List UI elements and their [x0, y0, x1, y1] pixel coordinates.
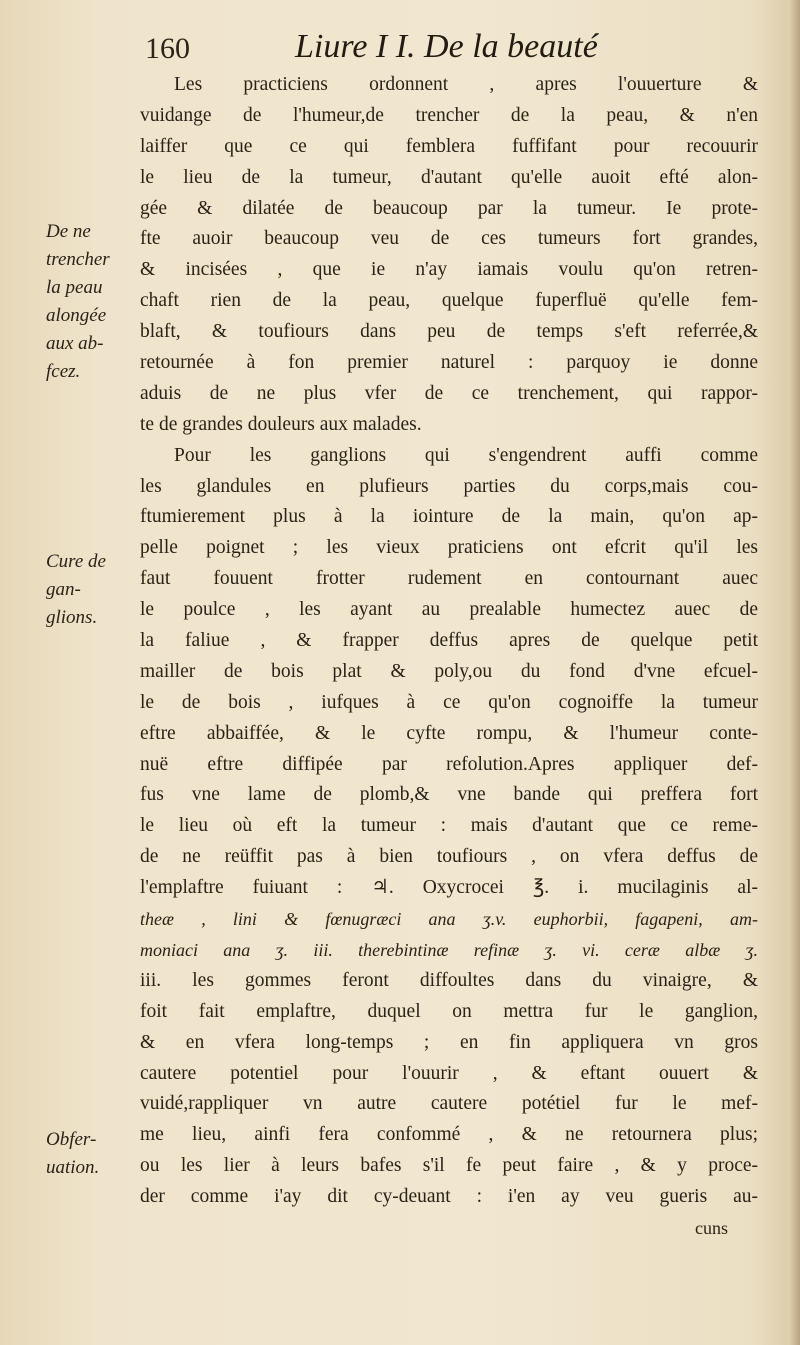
text-line: iii. les gommes feront diffoultes dans du vinaigre, &	[140, 969, 758, 991]
margin-note-line: glions.	[46, 607, 98, 628]
margin-note-line: Cure de	[46, 551, 106, 572]
running-title: Liure I I. De la beauté	[295, 28, 598, 65]
page-number: 160	[145, 32, 190, 65]
margin-note-ganglions	[46, 548, 138, 632]
text-line: chaft rien de la peau, quelque fuperfluë qu'elle fem-	[140, 290, 758, 312]
text-line: faut fouuent frotter rudement en contournant auec	[140, 568, 758, 590]
text-line: aduis de ne plus vfer de ce trenchement, qui rappor-	[140, 382, 758, 404]
text-line: blaft, & toufiours dans peu de temps s'eft referrée,&	[140, 321, 758, 343]
margin-note-line: Obfer-	[46, 1129, 97, 1150]
text-line: l'emplaftre fuiuant : ♃. Oxycrocei ℥. i. mucilaginis al-	[140, 877, 758, 899]
margin-note-line: la peau	[46, 277, 103, 298]
text-line: me lieu, ainfi fera confommé , & ne retournera plus;	[140, 1124, 758, 1146]
text-line: mailler de bois plat & poly,ou du fond d'vne efcuel-	[140, 660, 758, 682]
text-line: fus vne lame de plomb,& vne bande qui preffera fort	[140, 784, 758, 806]
text-line: Les practiciens ordonnent , apres l'ouuerture &	[174, 74, 758, 95]
text-line: vuidange de l'humeur,de trencher de la peau, & n'en	[140, 104, 758, 126]
text-line: & incisées , que ie n'ay iamais voulu qu'on retren-	[140, 259, 758, 281]
page-header	[145, 26, 745, 74]
text-line: de ne reüffit pas à bien toufiours , on vfera deffus de	[140, 846, 758, 868]
margin-note-line: gan-	[46, 579, 81, 600]
margin-note-line: trencher	[46, 249, 110, 270]
text-line: te de grandes douleurs aux malades.	[140, 413, 422, 435]
text-line: le lieu où eft la tumeur : mais d'autant que ce reme-	[140, 815, 758, 837]
text-line: foit fait emplaftre, duquel on mettra fur le ganglion,	[140, 1000, 758, 1022]
text-line: le poulce , les ayant au prealable humectez auec de	[140, 599, 758, 621]
catchword: cuns	[695, 1217, 728, 1238]
text-line: fte auoir beaucoup veu de ces tumeurs fort grandes,	[140, 228, 758, 250]
text-line: moniaci ana ʒ. iii. therebintinæ refinæ ʒ. vi. ceræ albæ ʒ.	[140, 939, 758, 960]
text-line: der comme i'ay dit cy-deuant : i'en ay veu gueris au-	[140, 1186, 758, 1208]
margin-note-line: alongée	[46, 305, 107, 326]
text-line: gée & dilatée de beaucoup par la tumeur. Ie prote-	[140, 197, 758, 219]
text-line: nuë eftre diffipée par refolution.Apres appliquer def-	[140, 753, 758, 775]
text-line: pelle poignet ; les vieux praticiens ont efcrit qu'il les	[140, 537, 758, 559]
margin-note-line: uation.	[46, 1157, 100, 1178]
margin-note-trencher	[46, 218, 138, 386]
text-line: retournée à fon premier naturel : parquoy ie donne	[140, 352, 758, 374]
text-line: le de bois , iufques à ce qu'on cognoiffe la tumeur	[140, 691, 758, 713]
text-line: la faliue , & frapper deffus apres de quelque petit	[140, 630, 758, 652]
text-line: le lieu de la tumeur, d'autant qu'elle auoit efté alon-	[140, 166, 758, 188]
text-line: theæ , lini & fœnugræci ana ʒ.v. euphorbii, fagapeni, am-	[140, 909, 758, 930]
text-line: ftumierement plus à la iointure de la main, qu'on ap-	[140, 506, 758, 528]
text-line: vuidé,rappliquer vn autre cautere potétiel fur le mef-	[140, 1093, 758, 1115]
margin-note-line: aux ab-	[46, 333, 104, 354]
margin-note-line: fcez.	[46, 361, 81, 382]
body-text	[140, 70, 758, 1244]
text-line: les glandules en plufieurs parties du corps,mais cou-	[140, 475, 758, 497]
text-line: cautere potentiel pour l'ouurir , & eftant ouuert &	[140, 1062, 758, 1084]
text-line: Pour les ganglions qui s'engendrent auffi comme	[174, 444, 758, 466]
text-line: eftre abbaiffée, & le cyfte rompu, & l'humeur conte-	[140, 722, 758, 744]
text-line: laiffer que ce qui femblera fuffifant pour recouurir	[140, 135, 758, 157]
text-line: & en vfera long-temps ; en fin appliquera vn gros	[140, 1031, 758, 1053]
margin-note-observation	[46, 1126, 138, 1182]
margin-note-line: De ne	[46, 221, 91, 242]
text-line: ou les lier à leurs bafes s'il fe peut faire , & y proce-	[140, 1155, 758, 1177]
